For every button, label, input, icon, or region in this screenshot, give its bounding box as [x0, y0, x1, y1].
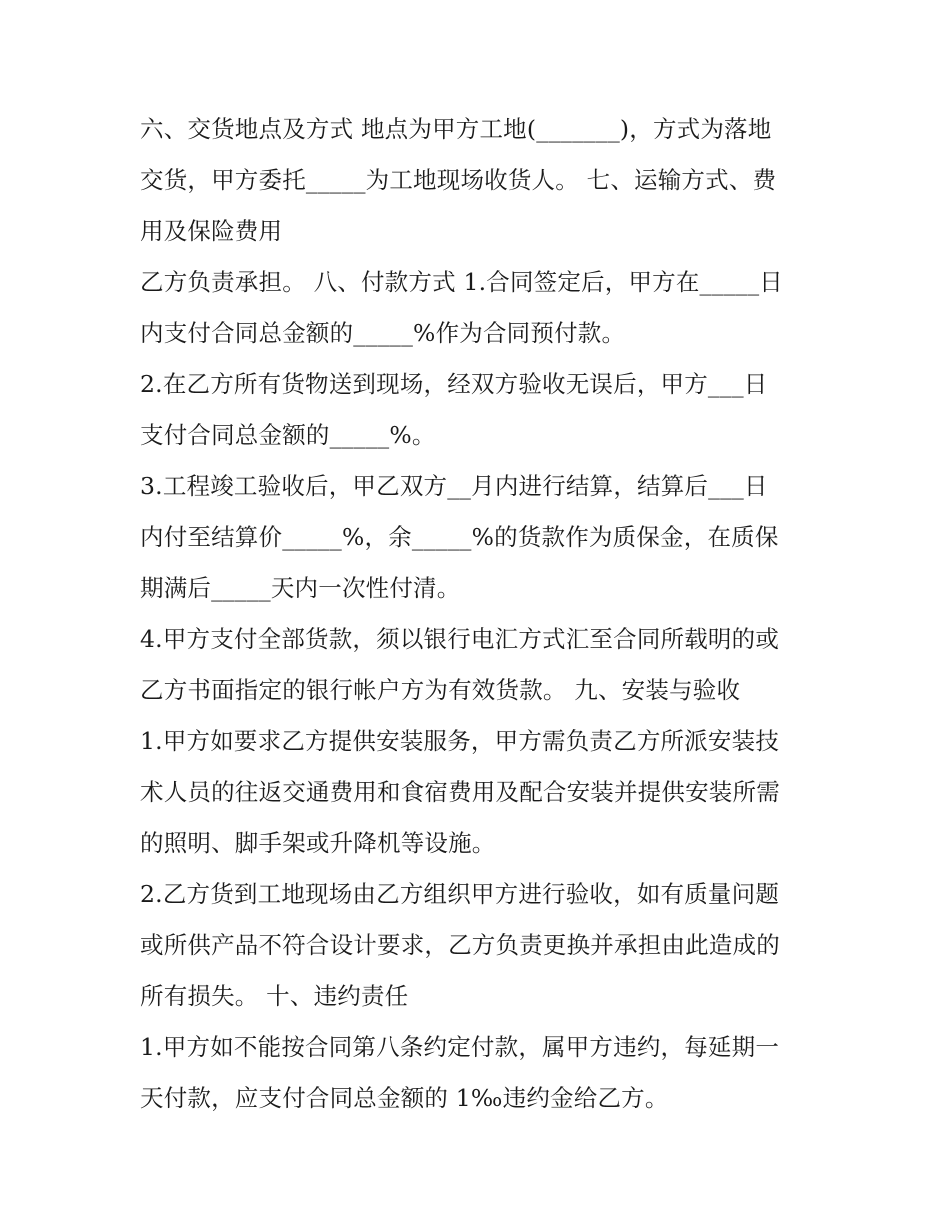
text-line: 内支付合同总金额的_____%作为合同预付款。	[140, 319, 626, 347]
text-line: 术人员的往返交通费用和食宿费用及配合安装并提供安装所需	[140, 778, 780, 806]
contract-body-text	[140, 104, 820, 1124]
text-line: 1.甲方如要求乙方提供安装服务，甲方需负责乙方所派安装技	[140, 727, 780, 755]
text-line: 乙方书面指定的银行帐户方为有效货款。 九、安装与验收	[140, 676, 741, 704]
text-line: 内付至结算价_____%，余_____%的货款作为质保金，在质保	[140, 523, 779, 551]
text-line: 期满后_____天内一次性付清。	[140, 574, 461, 602]
text-line: 所有损失。 十、违约责任	[140, 982, 409, 1010]
text-line: 的照明、脚手架或升降机等设施。	[140, 829, 496, 857]
text-line: 4.甲方支付全部货款，须以银行电汇方式汇至合同所载明的或	[140, 625, 780, 653]
text-line: 用及保险费用	[140, 217, 283, 245]
text-line: 支付合同总金额的_____%。	[140, 421, 436, 449]
text-line: 天付款，应支付合同总金额的 1‰违约金给乙方。	[140, 1084, 669, 1112]
text-line: 六、交货地点及方式 地点为甲方工地(_______)，方式为落地	[140, 115, 772, 143]
text-line: 交货，甲方委托_____为工地现场收货人。 七、运输方式、费	[140, 166, 777, 194]
text-line: 2.乙方货到工地现场由乙方组织甲方进行验收，如有质量问题	[140, 880, 780, 908]
text-line: 乙方负责承担。 八、付款方式 1.合同签定后，甲方在_____日	[140, 268, 784, 296]
text-line: 1.甲方如不能按合同第八条约定付款，属甲方违约，每延期一	[140, 1033, 780, 1061]
text-line: 2.在乙方所有货物送到现场，经双方验收无误后，甲方___日	[140, 370, 768, 398]
text-line: 或所供产品不符合设计要求，乙方负责更换并承担由此造成的	[140, 931, 780, 959]
text-line: 3.工程竣工验收后，甲乙双方__月内进行结算，结算后___日	[140, 472, 768, 500]
